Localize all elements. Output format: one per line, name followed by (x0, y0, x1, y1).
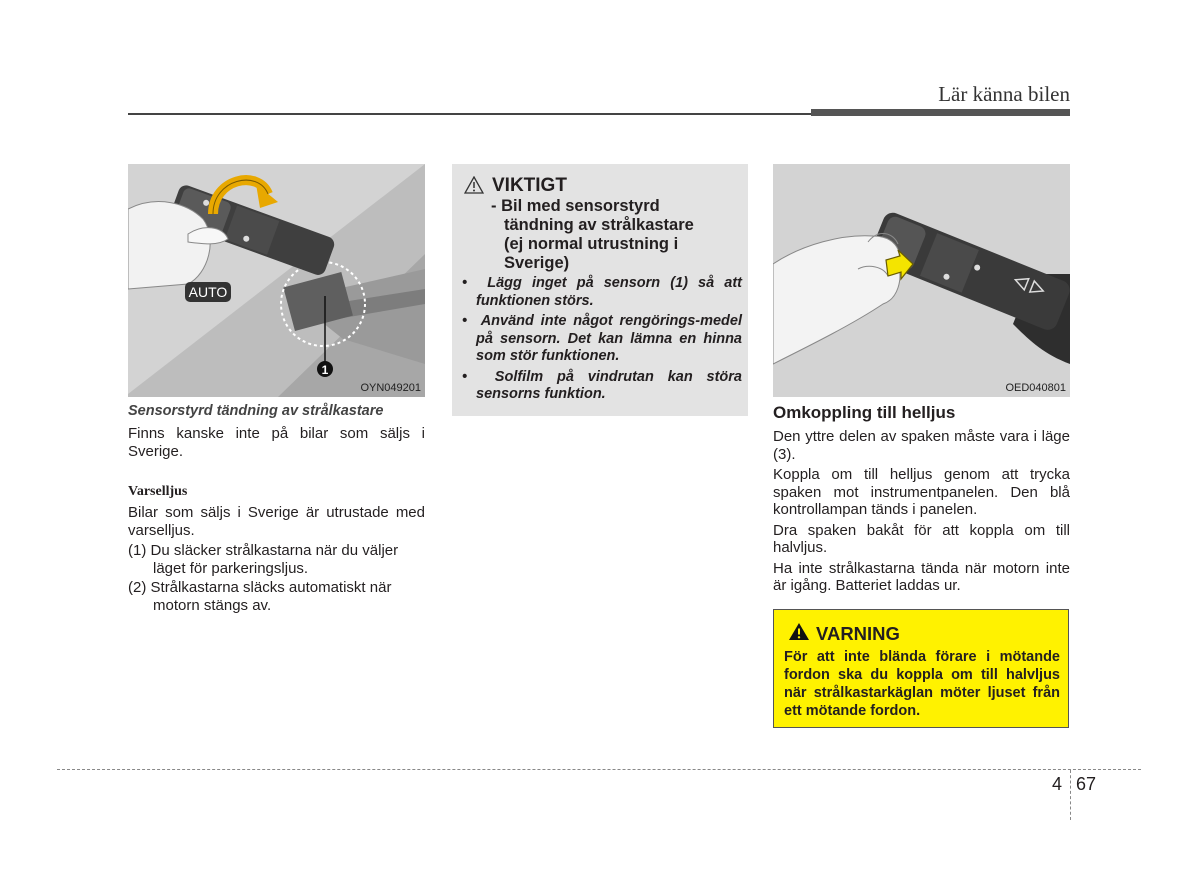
list-item: • Lägg inget på sensorn (1) så att funktionen störs. (462, 275, 742, 309)
figure-sensor-headlights (128, 164, 425, 397)
section-title-varselljus: Varselljus (128, 484, 188, 499)
paragraph: Koppla om till helljus genom att trycka spaken mot instrumentpanelen. Den blå kontrollampan tänds i panelen. (773, 466, 1070, 518)
warning-triangle-icon (788, 622, 810, 641)
notice-title: VIKTIGT (492, 175, 567, 196)
list-item: • Solfilm på vindrutan kan störa sensorns funktion. (462, 368, 742, 402)
list-item-number: (2) (128, 579, 147, 596)
intro-text: Finns kanske inte på bilar som säljs i Sverige. (128, 425, 425, 460)
warning-text: För att inte blända förare i mötande fordon ska du koppla om till halvljus när strålkastarkäglan möter ljuset från ett mötande fordon. (784, 649, 1060, 719)
chapter-number: 4 (1052, 774, 1063, 794)
header-rule (128, 113, 811, 115)
notice-subtitle-line: - Bil med sensorstyrd (491, 197, 660, 215)
page-number-separator (1070, 770, 1071, 820)
list-item-number: (1) (128, 542, 147, 559)
paragraph: Ha inte strålkastarna tända när motorn inte är igång. Batteriet laddas ur. (773, 559, 1070, 594)
helljus-paragraphs (773, 428, 1070, 595)
paragraph: Den yttre delen av spaken måste vara i läge (3). (773, 428, 1070, 463)
notice-subtitle-line: tändning av strålkastare (504, 216, 694, 234)
list-item (128, 542, 425, 577)
notice-box-viktigt (452, 164, 748, 416)
section-heading-helljus: Omkoppling till helljus (773, 403, 956, 422)
page-header-title: Lär känna bilen (938, 82, 1070, 106)
list-item (128, 579, 425, 614)
figure-high-beam (773, 164, 1070, 397)
section-text: Bilar som säljs i Sverige är utrustade med varselljus. (128, 504, 425, 539)
figure-caption: Sensorstyrd tändning av strålkastare (128, 403, 384, 419)
stalk-illustration (128, 164, 425, 397)
varselljus-list (128, 542, 425, 614)
bullet-text: Lägg inget på sensorn (1) så att funktionen störs. (476, 275, 742, 309)
warning-box-varning (773, 609, 1069, 728)
page-number: 67 (1076, 774, 1097, 794)
footer-rule (57, 769, 1141, 770)
stalk-push-illustration (773, 164, 1070, 397)
list-item: • Använd inte något rengörings-medel på sensorn. Det kan lämna en hinna som stör funktionen. (462, 313, 743, 364)
caution-triangle-icon (464, 176, 484, 194)
figure-code: OYN049201 (360, 382, 421, 394)
figure-code: OED040801 (1005, 382, 1066, 394)
paragraph: Dra spaken bakåt för att koppla om till halvljus. (773, 521, 1070, 556)
auto-label: AUTO (188, 284, 228, 300)
bullet-text: Solfilm på vindrutan kan störa sensorns funktion. (476, 368, 742, 402)
notice-subtitle-line: (ej normal utrustning i (504, 235, 679, 253)
warning-title: VARNING (816, 623, 900, 644)
header-rule-accent (811, 109, 1070, 116)
marker-1-icon (317, 361, 333, 377)
list-item-text: Du släcker strålkastarna när du väljer läget för parkeringsljus. (150, 542, 399, 577)
notice-bullets (452, 275, 742, 404)
bullet-text: Använd inte något rengörings-medel på sensorn. Det kan lämna en hinna som stör funktionen. (476, 313, 743, 364)
marker-1-label: 1 (321, 363, 329, 377)
notice-subtitle-line: Sverige) (504, 254, 570, 272)
list-item-text: Strålkastarna släcks automatiskt när motorn stängs av. (150, 579, 392, 614)
